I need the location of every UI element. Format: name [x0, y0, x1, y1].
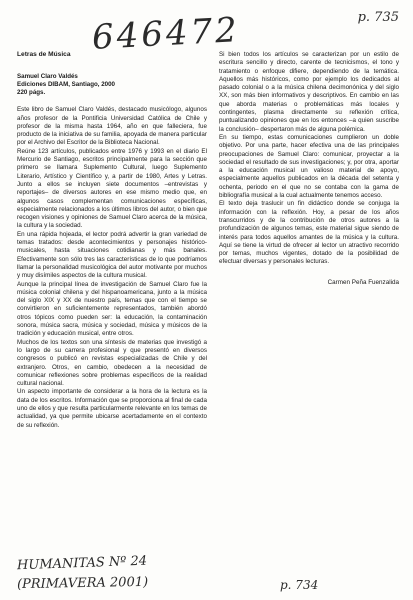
- catalog-number-annotation: 646472: [91, 10, 241, 58]
- page-number-annotation-bottom: p. 734: [280, 578, 319, 592]
- book-publisher: Ediciones DIBAM, Santiago, 2000: [17, 81, 115, 89]
- journal-annotation: HUMANITAS Nº 24: [16, 553, 148, 574]
- review-paragraph: Reúne 123 artículos, publicados entre 1976 y 1993 en el diario El Mercurio de Santiago, escritos principalmente para la sección que primero se llamara Suplemento Cultural, luego Suplemento Literario, Artístico y Científico y, a partir de 1980, Artes y Letras. Junto a ellos se incluyen siete documentos –entrevistas y reportajes– de diversos autores en ese mismo medio que, en algunos casos complementan comunicaciones específicas, especialmente relacionados a los últimos libros del autor, o bien que recogen visiones y opiniones de Samuel Claro acerca de la música, la cultura y la sociedad.: [17, 147, 207, 230]
- section-title: Letras de Música: [17, 51, 71, 58]
- page-number-annotation-top: p. 735: [357, 10, 399, 25]
- review-paragraph: El texto deja traslucir un fin didáctico donde se conjuga la información con la reflexión. Hoy, a pesar de los años transcurridos y de la contribución de otros autores a la profundización de algunos temas, este material sigue siendo de interés para todos aquellos amantes de la música y la cultura. Aquí se tiene la virtud de ofrecer al lector un atractivo recorrido por temas, muchos vigentes, dotado de la posibilidad de efectuar diversas y personales lecturas.: [219, 200, 399, 266]
- review-paragraph: Un aspecto importante de considerar a la hora de la lectura es la data de los escritos. Información que se proporciona al final de cada uno de ellos y que resulta particularmente relevante en los temas de actualidad, ya que permite ubicarse acertadamente en el contexto de su reflexión.: [17, 388, 207, 429]
- review-paragraph: Aunque la principal línea de investigación de Samuel Claro fue la música colonial chilena y del hispanoamericana, junto a la música del siglo XIX y XX de nuestro país, temas que con el tiempo se convirtieron en suficientemente representados, también abordó otros tópicos como pueden ser: la educación, la contaminación sonora, música sacra, música y sociedad, música y músicos de la tradición y educación musical, entre otros.: [17, 280, 207, 338]
- review-paragraph: Muchos de los textos son una síntesis de materias que investigó a lo largo de su carrera profesional y que presentó en diversos congresos o publicó en revistas especializadas de Chile y del extranjero. Otros, en cambio, obedecen a la necesidad de comunicar reflexiones sobre problemas específicos de la realidad cultural nacional.: [17, 338, 207, 388]
- right-column: [219, 51, 399, 287]
- left-column: [17, 51, 207, 430]
- book-author: Samuel Claro Valdés: [17, 73, 78, 81]
- reviewer-signature: Carmen Peña Fuenzalida: [327, 278, 399, 286]
- review-paragraph: En su tiempo, estas comunicaciones cumplieron un doble objetivo. Por una parte, hacer efectiva una de las principales preocupaciones de Samuel Claro: comunicar, proyectar a la sociedad el resultado de sus investigaciones; y, por otra, aportar a la educación musical un valioso material de apoyo, especialmente aquellos publicados en la década del setenta y ochenta, periodo en el que no se contaba con la gama de bibliografía musical a la cual actualmente tenemos acceso.: [219, 133, 399, 200]
- review-paragraph: Si bien todos los artículos se caracterizan por un estilo de escritura sencillo y directo, carente de tecnicismos, el tono y tratamiento o enfoque difiere, dependiendo de la temática. Aquellos más históricos, como por ejemplo los dedicados al pasado colonial o a la música chilena decimonónica y del siglo XX, son más bien informativos y descriptivos. En cambio en las que aborda materias o problemáticas más locales y contingentes, plasma directamente su reflexión crítica, puntualizando opiniones que en los entonces –a quien suscribe la conclusión– despertaron más de alguna polémica.: [219, 51, 399, 133]
- review-paragraph: En una rápida hojeada, el lector podrá advertir la gran variedad de temas tratados: desde acontecimientos y personajes histórico-musicales, hasta situaciones cotidianas y más banales. Efectivamente son sólo tres las características de lo que podríamos llamar la personalidad musicológica del autor motivante por muchos y muy disímiles aspectos de la cultura musical.: [17, 230, 207, 280]
- review-paragraph: Este libro de Samuel Claro Valdés, destacado musicólogo, algunos años profesor de la Pontificia Universidad Católica de Chile y profesor de la misma hasta 1964, año en que falleciera, fue producto de la iniciativa de su familia, apoyada de manera particular por el Archivo del Escritor de la Biblioteca Nacional.: [17, 106, 207, 147]
- book-pages: 220 págs.: [17, 89, 46, 97]
- season-annotation: (PRIMAVERA 2001): [16, 574, 149, 593]
- book-metadata: [17, 73, 207, 97]
